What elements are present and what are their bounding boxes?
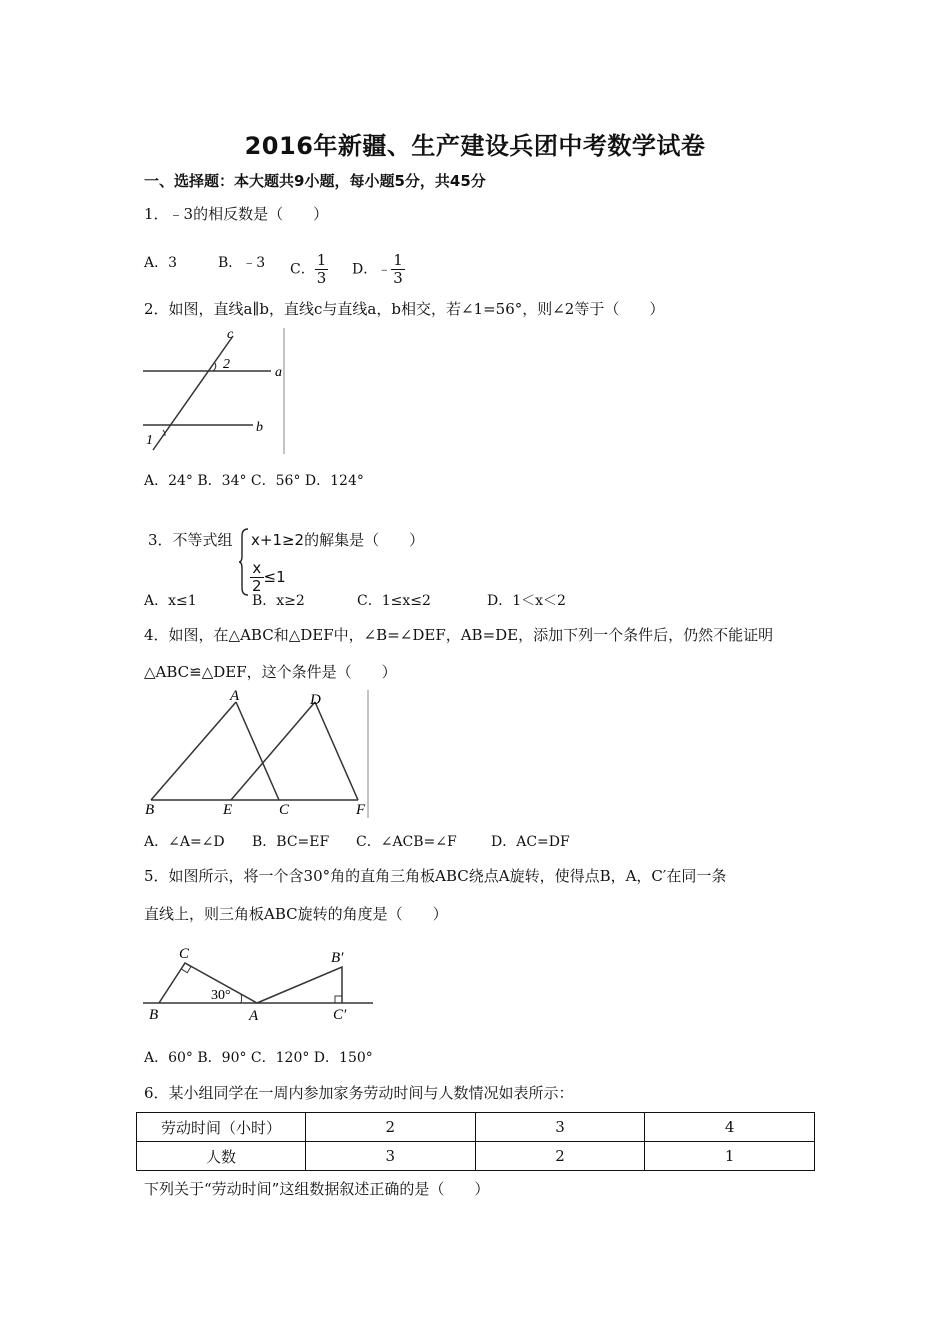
table-cell: 2 [475, 1142, 645, 1171]
label-F: F [356, 802, 366, 818]
label-A: A [249, 1008, 259, 1024]
triangle-abc [159, 963, 257, 1003]
segment-ab [151, 702, 236, 800]
label-Cp: C′ [333, 1007, 347, 1023]
table-cell: 2 [306, 1113, 476, 1142]
q3-option-a: A．x≤1 [144, 593, 197, 609]
q1-fraction-c: $\frac{1}{3}$ [316, 251, 327, 287]
q4-line-2: △ABC≌△DEF，这个条件是（ ） [144, 663, 397, 681]
section-heading: 一、选择题：本大题共9小题，每小题5分，共45分 [144, 172, 486, 190]
q3-fraction: $\frac{x}{2}$ [252, 559, 262, 595]
label-A: A [230, 690, 240, 704]
table-cell: 3 [306, 1142, 476, 1171]
label-30deg: 30° [211, 988, 231, 1003]
q5-line-2: 直线上，则三角板ABC旋转的角度是（ ） [144, 905, 448, 923]
right-angle-c' [335, 996, 342, 1003]
q1-option-c-label: C． [290, 261, 315, 278]
q4-option-c: C．∠ACB=∠F [356, 834, 457, 850]
label-Bp: B′ [331, 950, 344, 966]
q1-option-a: A．3 [144, 255, 178, 271]
label-D: D [310, 692, 321, 708]
q4-option-a: A．∠A=∠D [144, 834, 225, 850]
q4-line-1: 4．如图，在△ABC和△DEF中，∠B=∠DEF，AB=DE，添加下列一个条件后，仍然不能证明 [144, 626, 774, 644]
table-cell: 人数 [137, 1142, 306, 1171]
q5-figure [143, 942, 373, 1024]
q1-option-d-label: D．﹣ [352, 261, 392, 278]
q6-table [136, 1112, 815, 1171]
table-cell: 4 [645, 1113, 815, 1142]
triangle-ab'c' [257, 967, 342, 1003]
q6-followup: 下列关于“劳动时间”这组数据叙述正确的是（ ） [144, 1180, 490, 1198]
table-cell: 1 [645, 1142, 815, 1171]
label-B: B [145, 802, 155, 818]
q1-option-b: B．﹣3 [218, 255, 266, 271]
q3-ineq-2-rhs: ≤1 [263, 568, 286, 586]
q4-option-d: D．AC=DF [491, 834, 570, 850]
q3-lead: 3．不等式组 [148, 531, 233, 549]
label-B: B [149, 1007, 159, 1023]
q4-option-b: B．BC=EF [252, 834, 330, 850]
q1-option-c [290, 252, 328, 287]
table-row [137, 1113, 815, 1142]
q3-option-b: B．x≥2 [252, 593, 305, 609]
label-c: c [227, 328, 234, 342]
q3-brace [238, 528, 250, 596]
q3-option-c: C．1≤x≤2 [357, 593, 431, 609]
page-title: 2016年新疆、生产建设兵团中考数学试卷 [244, 132, 706, 160]
q3-ineq-1 [251, 529, 424, 550]
q1-fraction-d: $\frac{1}{3}$ [393, 251, 403, 287]
segment-df [315, 702, 358, 800]
q3-tail: 的解集是（ ） [304, 531, 425, 549]
angle-30-arc [241, 994, 242, 1003]
q3-option-d: D．1＜x＜2 [487, 593, 566, 609]
label-a: a [275, 365, 282, 380]
question-6: 6．某小组同学在一周内参加家务劳动时间与人数情况如表所示： [144, 1084, 574, 1102]
q5-line-1: 5．如图所示，将一个含30°角的直角三角板ABC绕点A旋转，使得点B，A，C′在同一条 [144, 867, 727, 885]
label-angle-2: 2 [223, 357, 230, 372]
table-cell: 3 [475, 1113, 645, 1142]
table-row [137, 1142, 815, 1171]
question-1: 1．﹣3的相反数是（ ） [144, 205, 329, 223]
q5-options: A．60° B．90° C．120° D．150° [144, 1050, 373, 1066]
table-cell: 劳动时间（小时） [137, 1113, 306, 1142]
q1-option-d [352, 252, 405, 287]
label-angle-1: 1 [146, 433, 153, 448]
q2-options: A．24° B．34° C．56° D．124° [144, 473, 364, 489]
label-b: b [256, 420, 263, 435]
label-C: C [179, 946, 190, 962]
label-C: C [279, 802, 290, 818]
question-2: 2．如图，直线a∥b，直线c与直线a，b相交，若∠1=56°，则∠2等于（ ） [144, 300, 665, 318]
q3-row1: x+1≥2 [251, 531, 305, 549]
q2-figure [143, 328, 285, 454]
q4-figure [143, 690, 371, 818]
label-E: E [223, 802, 233, 818]
